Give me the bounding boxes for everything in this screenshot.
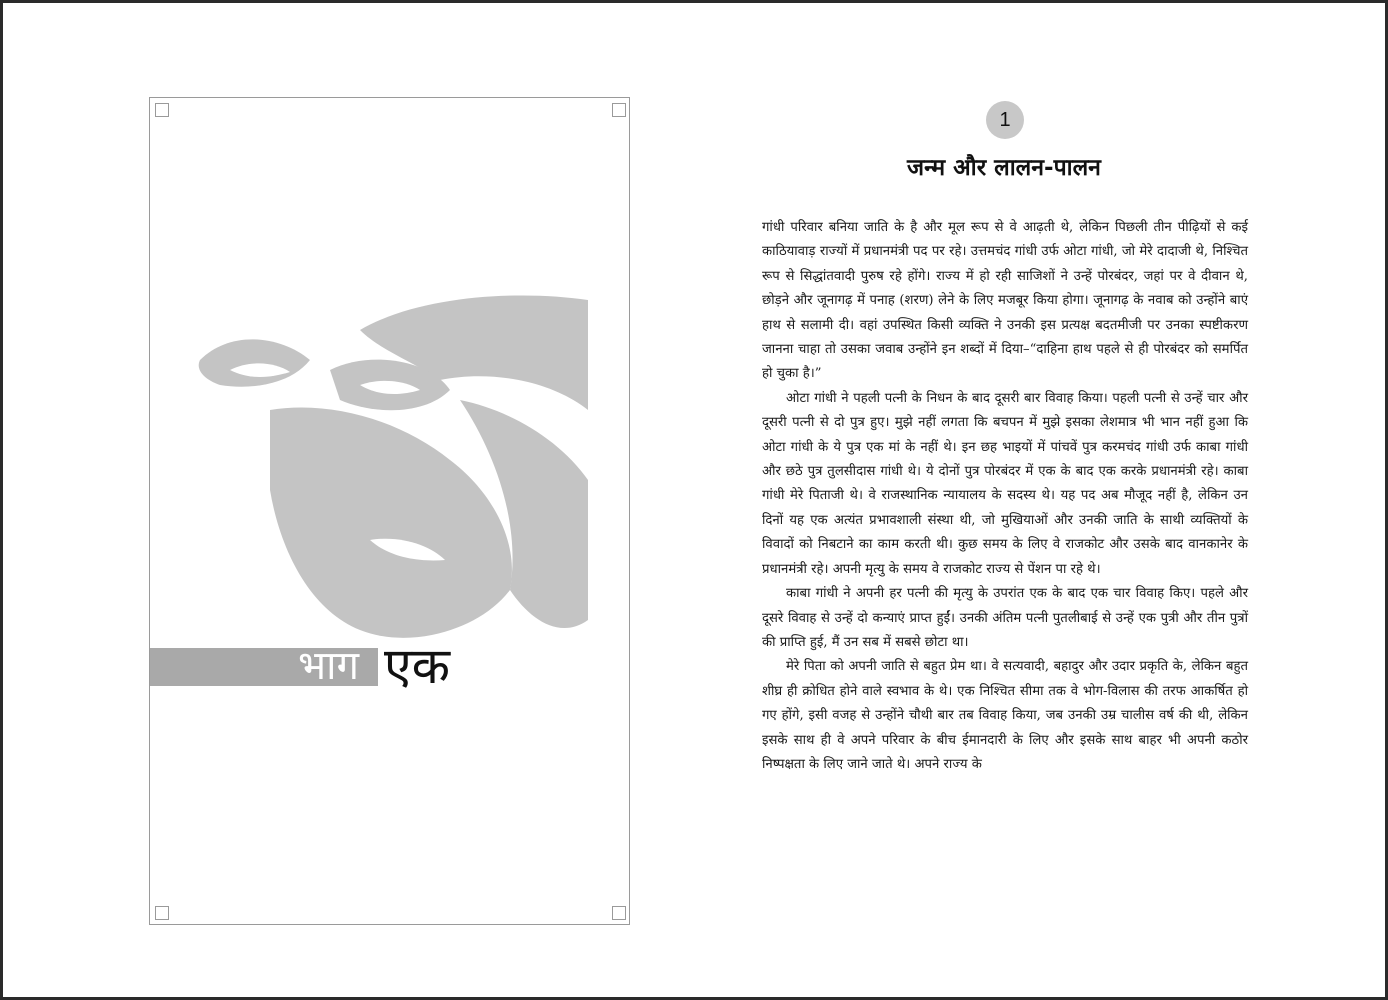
paragraph: ओटा गांधी ने पहली पत्नी के निधन के बाद दूसरी बार विवाह किया। पहली पत्नी से उन्हें चार और दूसरी पत्नी से दो पुत्र हुए। मुझे नहीं लगता कि बचपन में मुझे इसका लेशमात्र भी भान नहीं हुआ कि ओटा गांधी के ये पुत्र एक मां के नहीं थे। इन छह भाइयों में पांचवें पुत्र करमचंद गांधी उर्फ काबा गांधी और छठे पुत्र तुलसीदास गांधी थे। ये दोनों पुत्र पोरबंदर में एक के बाद एक करके प्रधानमंत्री रहे। काबा गांधी मेरे पिताजी थे। वे राजस्थानिक न्यायालय के सदस्य थे। यह पद अब मौजूद नहीं है, लेकिन उन दिनों यह एक अत्यंत प्रभावशाली संस्था थी, जो मुखियाओं और उनकी जाति के साथी व्यक्तियों के विवादों को निबटाने का काम करती थी। कुछ समय के लिए वे राजकोट और उसके बाद वानकानेर के प्रधानमंत्री रहे। अपनी मृत्यु के समय वे राजकोट राज्य से पेंशन पा रहे थे। — [762, 390, 1248, 577]
frame-corner-ornament — [155, 906, 169, 920]
chapter-body — [762, 216, 1248, 777]
gandhi-portrait-illustration — [190, 290, 590, 670]
chapter-number: 1 — [999, 108, 1011, 131]
paragraph: मेरे पिता को अपनी जाति से बहुत प्रेम था। वे सत्यवादी, बहादुर और उदार प्रकृति के, लेकिन बहुत शीघ्र ही क्रोधित होने वाले स्वभाव के थे। एक निश्चित सीमा तक वे भोग-विलास की तरफ आकर्षित हो गए होंगे, इसी वजह से उन्होंने चौथी बार तब विवाह किया, जब उनकी उम्र चालीस वर्ष की थी, लेकिन इसके साथ ही वे अपने परिवार के बीच ईमानदारी के लिए और इसके साथ बाहर भी अपनी कठोर निष्पक्षता के लिए जाने जाते थे। अपने राज्य के — [762, 659, 1248, 772]
part-number: एक — [384, 637, 451, 695]
frame-corner-ornament — [155, 103, 169, 117]
chapter-title: जन्म और लालन-पालन — [907, 155, 1101, 181]
part-label: भाग — [298, 643, 359, 689]
paragraph: काबा गांधी ने अपनी हर पत्नी की मृत्यु के उपरांत एक के बाद एक चार विवाह किए। पहले और दूसरे विवाह से उन्हें दो कन्याएं प्राप्त हुईं। उनकी अंतिम पत्नी पुतलीबाई से उन्हें एक पुत्री और तीन पुत्रों की प्राप्ति हुई, मैं उन सब में सबसे छोटा था। — [762, 586, 1248, 650]
frame-corner-ornament — [612, 906, 626, 920]
chapter-number-badge — [986, 101, 1024, 139]
paragraph: गांधी परिवार बनिया जाति के है और मूल रूप से वे आढ़ती थे, लेकिन पिछली तीन पीढ़ियों से कई काठियावाड़ राज्यों में प्रधानमंत्री पद पर रहे। उत्तमचंद गांधी उर्फ ओटा गांधी, जो मेरे दादाजी थे, निश्चित रूप से सिद्धांतवादी पुरुष रहे होंगे। राज्य में हो रही साजिशों ने उन्हें पोरबंदर, जहां पर वे दीवान थे, छोड़ने और जूनागढ़ में पनाह (शरण) लेने के लिए मजबूर किया होगा। जूनागढ़ के नवाब को उन्होंने बाएं हाथ से सलामी दी। वहां उपस्थित किसी व्यक्ति ने उनकी इस प्रत्यक्ष बदतमीजी पर उनका स्पष्टीकरण जानना चाहा तो उसका जवाब उन्होंने इन शब्दों में दिया–“दाहिना हाथ पहले से ही पोरबंदर को समर्पित हो चुका है।” — [762, 220, 1248, 382]
frame-corner-ornament — [612, 103, 626, 117]
